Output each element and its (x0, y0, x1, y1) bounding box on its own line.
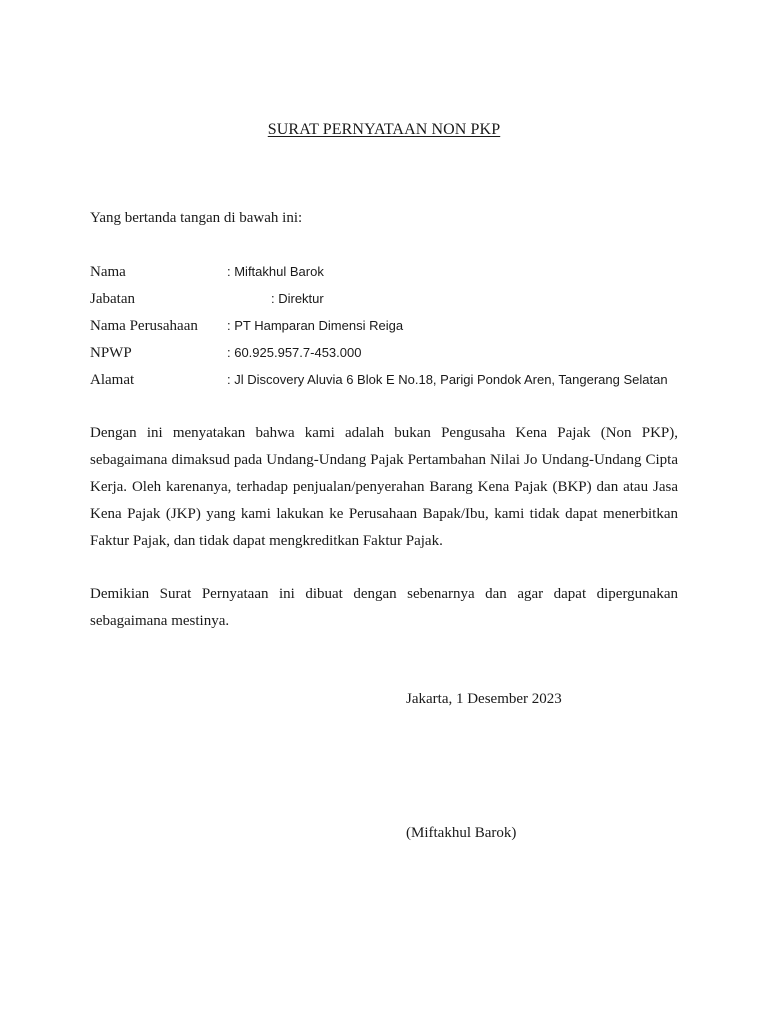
letter-title: SURAT PERNYATAAN NON PKP (267, 121, 501, 138)
field-label-nama: Nama (90, 264, 126, 280)
field-value-jabatan: : Direktur (271, 291, 324, 306)
signatory-name: (Miftakhul Barok) (406, 825, 517, 841)
field-label-npwp: NPWP (90, 345, 132, 361)
field-value-nama-perusahaan: : PT Hamparan Dimensi Reiga (227, 318, 404, 333)
statement-paragraph: Dengan ini menyatakan bahwa kami adalah bukan Pengusaha Kena Pajak (Non PKP), sebagaimana dimaksud pada Undang-Undang Pajak Pertambahan Nilai Jo Undang-Undang Cipta Kerja. Oleh karenanya, terhadap penjualan/penyerahan Barang Kena Pajak (BKP) dan atau Jasa Kena Pajak (JKP) yang kami lakukan ke Perusahaan Bapak/Ibu, kami tidak dapat menerbitkan Faktur Pajak, dan tidak dapat mengkreditkan Faktur Pajak. (90, 425, 678, 549)
field-label-alamat: Alamat (90, 372, 135, 388)
field-label-nama-perusahaan: Nama Perusahaan (90, 318, 198, 334)
place-date: Jakarta, 1 Desember 2023 (406, 691, 562, 707)
field-value-alamat: : Jl Discovery Aluvia 6 Blok E No.18, Parigi Pondok Aren, Tangerang Selatan (227, 372, 668, 387)
intro-text: Yang bertanda tangan di bawah ini: (90, 210, 303, 226)
closing-paragraph: Demikian Surat Pernyataan ini dibuat dengan sebenarnya dan agar dapat dipergunakan sebagaimana mestinya. (90, 586, 678, 629)
field-value-npwp: : 60.925.957.7-453.000 (227, 345, 362, 360)
field-value-nama: : Miftakhul Barok (227, 264, 324, 279)
field-label-jabatan: Jabatan (90, 291, 135, 307)
